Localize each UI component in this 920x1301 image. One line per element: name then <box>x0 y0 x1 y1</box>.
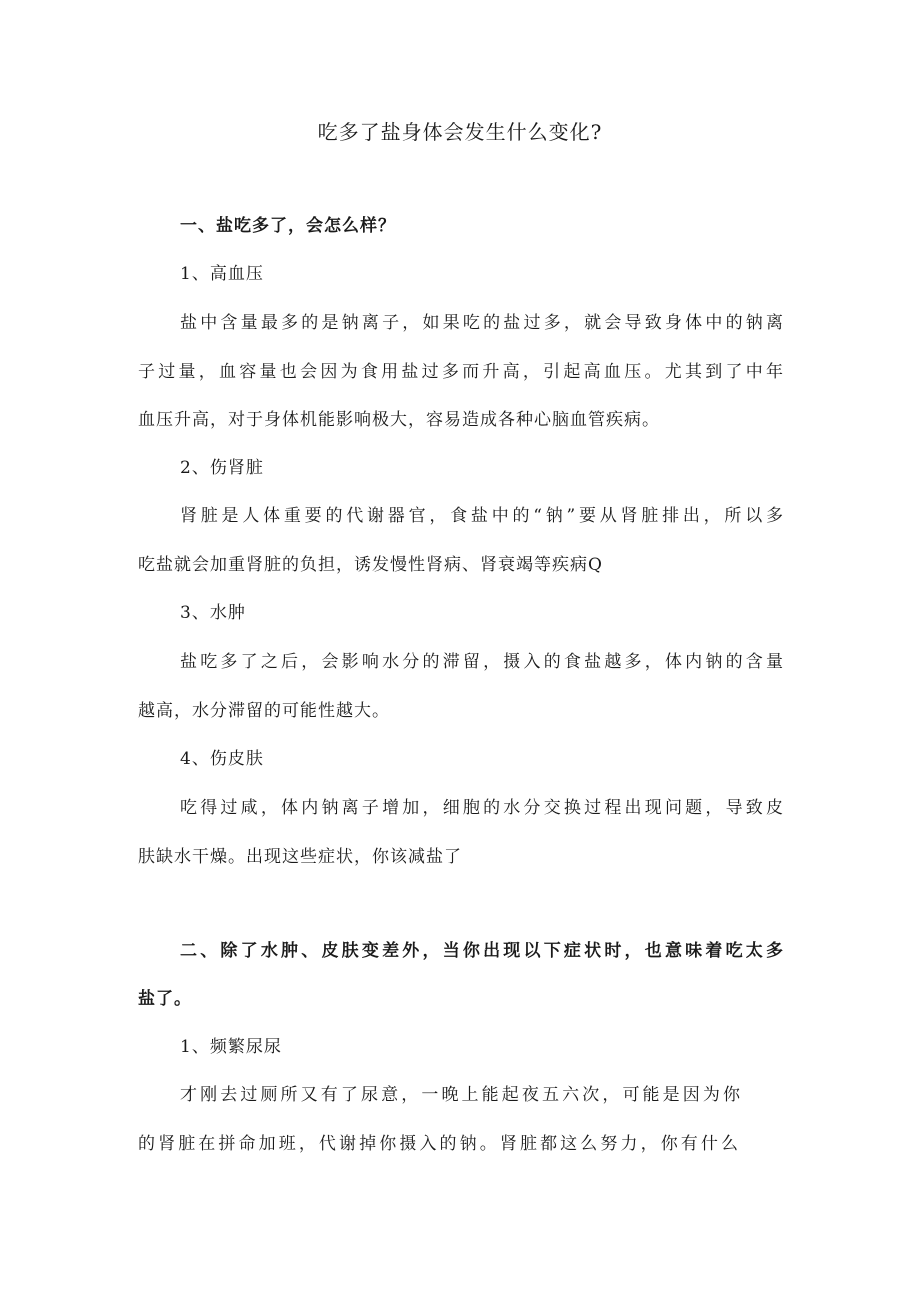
item-3-label: 3、水肿 <box>180 603 246 623</box>
paragraph-line: 吃盐就会加重肾脏的负担，诱发慢性肾病、肾衰竭等疾病Q <box>138 555 603 575</box>
section-2-heading: 二、除了水肿、皮肤变差外，当你出现以下症状时，也意味着吃太多 <box>180 941 783 961</box>
paragraph-line: 盐中含量最多的是钠离子，如果吃的盐过多，就会导致身体中的钠离 <box>180 313 783 333</box>
paragraph-line: 子过量，血容量也会因为食用盐过多而升高，引起高血压。尤其到了中年 <box>138 362 783 382</box>
item-2-label: 2、伤肾脏 <box>180 458 264 478</box>
item-4-label: 4、伤皮肤 <box>180 749 264 769</box>
page-title: 吃多了盐身体会发生什么变化? <box>317 120 603 144</box>
paragraph-line: 越高，水分滞留的可能性越大。 <box>138 701 390 721</box>
paragraph-line: 盐吃多了之后，会影响水分的滞留，摄入的食盐越多，体内钠的含量 <box>180 652 783 672</box>
paragraph-line: 吃得过咸，体内钠离子增加，细胞的水分交换过程出现问题，导致皮 <box>180 798 783 818</box>
item-1-label: 1、高血压 <box>180 264 264 284</box>
paragraph-line: 肾脏是人体重要的代谢器官，食盐中的“钠”要从肾脏排出，所以多 <box>180 506 783 526</box>
paragraph-line: 血压升高，对于身体机能影响极大，容易造成各种心脑血管疾病。 <box>138 410 660 430</box>
paragraph-line: 才刚去过厕所又有了尿意，一晚上能起夜五六次，可能是因为你 <box>180 1085 740 1105</box>
paragraph-line: 的肾脏在拼命加班，代谢掉你摄入的钠。肾脏都这么努力，你有什么 <box>138 1134 738 1154</box>
section-2-heading-cont: 盐了。 <box>138 989 192 1009</box>
section-1-heading: 一、盐吃多了，会怎么样？ <box>180 216 396 236</box>
paragraph-line: 肤缺水干燥。出现这些症状，你该减盐了 <box>138 847 462 867</box>
section-2-item-1-label: 1、频繁尿尿 <box>180 1037 282 1057</box>
